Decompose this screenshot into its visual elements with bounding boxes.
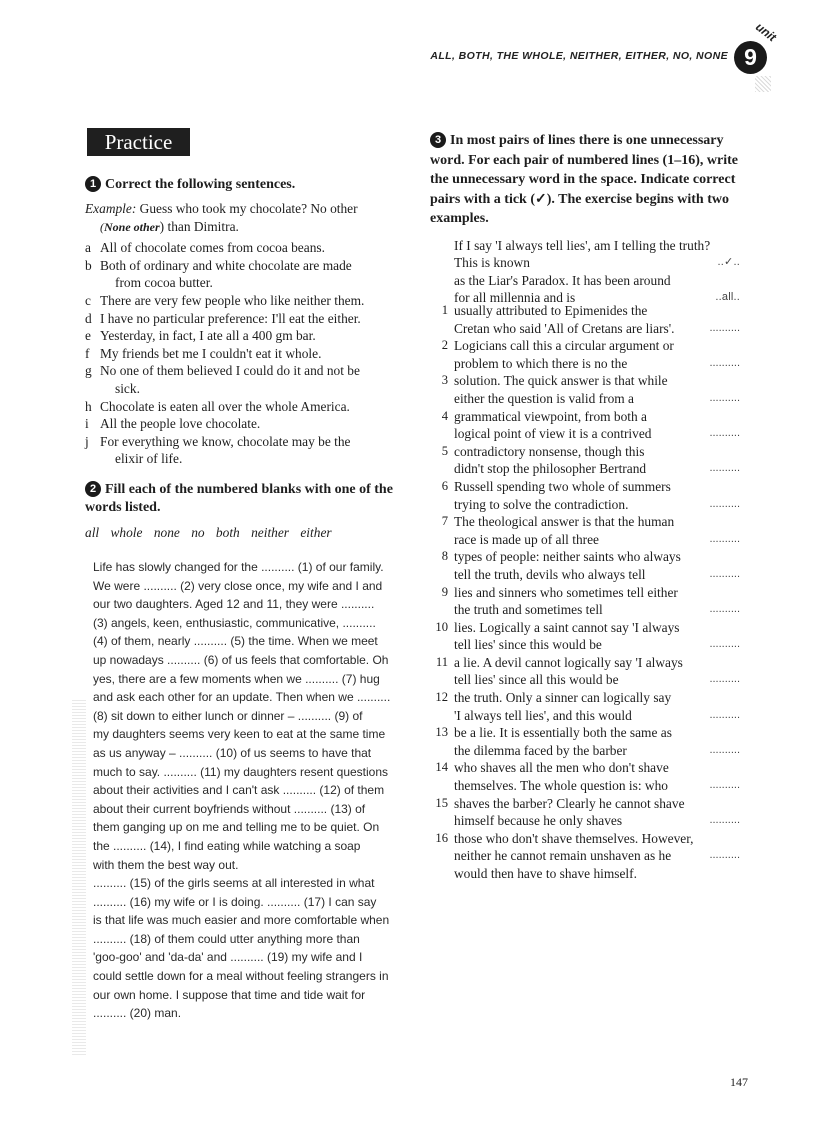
line-pair-text: either the question is valid from a .......... <box>454 390 740 406</box>
passage-line: 'goo-goo' and 'da-da' and .......... (19) my wife and I <box>93 950 363 965</box>
passage-line: yes, there are a few moments when we .......... (7) hug <box>93 671 380 686</box>
line-pair <box>430 443 750 478</box>
line-pair-text: shaves the barber? Clearly he cannot shave <box>454 795 685 811</box>
passage-line: Life has slowly changed for the .......... (1) of our family. <box>93 560 384 574</box>
sentence-text: sick. <box>115 380 140 396</box>
line-pair-number: 8 <box>441 549 448 564</box>
unit-label: unit <box>753 19 779 45</box>
sentence-item <box>85 327 395 345</box>
sentence-letter: a <box>85 240 91 256</box>
line-pair <box>430 513 750 548</box>
line-pair-number: 4 <box>441 408 448 423</box>
line-pair-text: logical point of view it is a contrived .......... <box>454 426 740 442</box>
line-pair <box>430 724 750 759</box>
line-pair-text: didn't stop the philosopher Bertrand .......... <box>454 461 740 477</box>
line-pair-text: solution. The quick answer is that while <box>454 373 668 389</box>
line-pair <box>430 689 750 724</box>
line-pair <box>430 584 750 619</box>
passage-line: my daughters seems very keen to eat at the same time <box>93 727 386 742</box>
sentence-item <box>85 292 395 310</box>
sentence-text: Yesterday, in fact, I ate all a 400 gm bar. <box>100 328 316 344</box>
passage-line: up nowadays .......... (6) of us feels that comfortable. Oh <box>93 652 389 667</box>
line-pair-number: 6 <box>441 478 448 493</box>
passage-line: about their activities and I can't ask .......... (12) of them <box>93 783 385 798</box>
example-line-text: If I say 'I always tell lies', am I telling the truth? <box>454 237 711 253</box>
exercise-1 <box>85 176 395 542</box>
line-pair <box>430 619 750 654</box>
sentence-item <box>85 239 395 257</box>
example-line-text: for all millennia and is <box>454 290 576 306</box>
line-pair <box>430 830 750 883</box>
line-pair-text: the truth. Only a sinner can logically say <box>454 690 672 706</box>
page-number: 147 <box>730 1075 748 1089</box>
line-pair-text: race is made up of all three .......... <box>454 531 740 547</box>
passage-line: We were .......... (2) very close once, my wife and I and <box>93 578 383 593</box>
sentence-letter: b <box>85 257 92 273</box>
sentence-letter: d <box>85 310 92 326</box>
passage-line: .......... (16) my wife or I is doing. .......... (17) I can say <box>93 894 377 909</box>
passage-line: much to say. .......... (11) my daughters resent questions <box>93 764 389 779</box>
sentence-item <box>85 257 395 292</box>
sentence-item <box>85 433 395 468</box>
line-pair-number: 14 <box>435 760 448 775</box>
answer-blank[interactable]: .......... <box>709 814 740 827</box>
answer-blank[interactable]: .......... <box>709 497 740 510</box>
answer-blank[interactable]: .......... <box>709 462 740 475</box>
sentence-item <box>85 398 395 416</box>
line-pair <box>430 372 750 407</box>
answer-blank[interactable]: .......... <box>709 391 740 404</box>
line-pair-text: themselves. The whole question is: who .......... <box>454 778 740 794</box>
sentence-letter: h <box>85 398 92 414</box>
passage-line: is that life was much easier and more comfortable when <box>93 913 390 928</box>
example-line <box>454 237 750 254</box>
answer-blank[interactable]: .......... <box>709 673 740 686</box>
line-pair-text: tell lies' since all this would be .......... <box>454 672 740 688</box>
line-pair <box>430 302 750 337</box>
answer-blank[interactable]: .......... <box>709 603 740 616</box>
line-pair-text: types of people: neither saints who always <box>454 549 681 565</box>
passage-line: .......... (18) of them could utter anything more than <box>93 931 360 946</box>
exercise-3 <box>430 131 750 307</box>
sentence-letter: f <box>85 345 90 361</box>
exercise-1-example: Example: Guess who took my chocolate? No other (None other) than Dimitra. <box>85 201 358 234</box>
scan-margin-noise <box>72 700 86 1055</box>
sentence-text: I have no particular preference: I'll eat the either. <box>100 310 361 326</box>
sentence-letter: j <box>85 433 89 449</box>
passage-line: with them the best way out. <box>93 857 239 872</box>
answer-blank[interactable]: .......... <box>709 779 740 792</box>
line-pair-text: 'I always tell lies', and this would .......... <box>454 707 740 723</box>
answer-blank[interactable]: .......... <box>709 849 740 862</box>
line-pair-number: 13 <box>435 725 448 740</box>
sentence-letter: c <box>85 292 91 308</box>
practice-heading: Practice <box>87 128 190 156</box>
line-pair-text: would then have to shave himself. <box>454 866 637 881</box>
numbered-line-pairs <box>430 302 750 883</box>
exercise-1-instruction: 1 Correct the following sentences. <box>85 176 395 194</box>
line-pair-text: tell the truth, devils who always tell .......... <box>454 566 740 582</box>
line-pair-number: 1 <box>441 303 448 317</box>
passage-line: (4) of them, nearly .......... (5) the time. When we meet <box>93 634 378 649</box>
line-pair-number: 2 <box>441 338 448 353</box>
exercise-number-badge: 3 <box>430 132 446 148</box>
unit-number-badge: 9 <box>734 41 767 74</box>
exercise-number-badge: 1 <box>85 176 101 192</box>
line-pair-text: problem to which there is no the .......... <box>454 355 740 371</box>
line-pair <box>430 795 750 830</box>
sentence-item <box>85 362 395 397</box>
line-pair-number: 7 <box>441 514 448 529</box>
line-pair-number: 15 <box>435 795 448 810</box>
line-pair-number: 5 <box>441 443 448 458</box>
sentence-text: There are very few people who like neither them. <box>100 292 365 308</box>
line-pair <box>430 337 750 372</box>
example-answer: ..all.. <box>715 291 740 304</box>
line-pair-text: who shaves all the men who don't shave <box>454 760 669 776</box>
passage-line: .......... (15) of the girls seems at all interested in what <box>93 876 375 891</box>
answer-blank[interactable]: .......... <box>709 743 740 756</box>
line-pair-text: Cretan who said 'All of Cretans are liars'. .......... <box>454 320 740 336</box>
scan-speckle <box>755 76 771 92</box>
passage-line: .......... (20) man. <box>93 1006 182 1021</box>
line-pair-number: 3 <box>441 373 448 388</box>
line-pair-text: Logicians call this a circular argument or <box>454 338 674 354</box>
answer-blank[interactable]: .......... <box>709 356 740 369</box>
sentence-letter: i <box>85 416 89 432</box>
example-line-text: as the Liar's Paradox. It has been around <box>454 272 671 288</box>
answer-blank[interactable]: .......... <box>709 708 740 721</box>
passage-line: the .......... (14), I find eating while watching a soap <box>93 838 361 853</box>
passage-line: and ask each other for an update. Then when we .......... <box>93 690 391 705</box>
example-line-text: This is known <box>454 255 530 271</box>
line-pair-text: tell lies' since this would be .......... <box>454 637 740 653</box>
passage-line: could settle down for a meal without feeling strangers in <box>93 969 389 984</box>
exercise-number-badge: 2 <box>85 481 101 497</box>
sentence-item <box>85 345 395 363</box>
answer-blank[interactable]: .......... <box>709 427 740 440</box>
sentence-text: No one of them believed I could do it and not be <box>100 363 360 379</box>
sentence-text: from cocoa butter. <box>115 275 213 291</box>
sentence-list <box>85 239 395 468</box>
line-pair-number: 11 <box>435 654 448 669</box>
line-pair-text: the truth and sometimes tell .......... <box>454 602 740 618</box>
line-pair-text: himself because he only shaves .......... <box>454 813 740 829</box>
sentence-text: All of chocolate comes from cocoa beans. <box>100 240 325 256</box>
passage-line: them ganging up on me and telling me to be quiet. On <box>93 820 380 835</box>
sentence-text: elixir of life. <box>115 451 183 467</box>
line-pair-text: lies and sinners who sometimes tell either <box>454 584 678 600</box>
line-pair-text: a lie. A devil cannot logically say 'I always <box>454 654 683 670</box>
line-pair-text: lies. Logically a saint cannot say 'I always <box>454 619 680 635</box>
answer-blank[interactable]: .......... <box>709 532 740 545</box>
sentence-text: Chocolate is eaten all over the whole America. <box>100 398 350 414</box>
passage-line: our two daughters. Aged 12 and 11, they were .......... <box>93 597 375 612</box>
gap-fill-passage <box>93 558 398 1023</box>
exercise-2-instruction: 2 Fill each of the numbered blanks with one of the words listed. <box>85 481 393 515</box>
running-header: ALL, BOTH, THE WHOLE, NEITHER, EITHER, NO, NONE <box>430 50 728 62</box>
line-pair <box>430 654 750 689</box>
passage-line: about their current boyfriends without .......... (13) of <box>93 801 366 816</box>
sentence-text: All the people love chocolate. <box>100 416 261 432</box>
exercise-3-instruction: 3 In most pairs of lines there is one unnecessary word. For each pair of numbered lines (1–16), write the unnecessary word in the space. Indicate correct pairs with a tick (✓). The exercise begins with two examples. <box>430 133 738 227</box>
sentence-letter: g <box>85 363 92 379</box>
line-pair-text: The theological answer is that the human <box>454 514 675 530</box>
line-pair <box>430 408 750 443</box>
example-answer: ..✓.. <box>717 256 740 269</box>
example-line <box>454 272 750 289</box>
sentence-text: My friends bet me I couldn't eat it whole. <box>100 345 322 361</box>
sentence-letter: e <box>85 328 91 344</box>
line-pair-text: Russell spending two whole of summers <box>454 478 671 494</box>
answer-blank[interactable]: .......... <box>709 567 740 580</box>
line-pair-number: 9 <box>441 584 448 599</box>
passage-line: (8) sit down to either lunch or dinner – .......... (9) of <box>93 708 363 723</box>
sentence-text: For everything we know, chocolate may be the <box>100 433 351 449</box>
line-pair <box>430 548 750 583</box>
exercise-3-examples <box>430 237 750 307</box>
line-pair-text: neither he cannot remain unshaven as he .......... <box>454 848 740 864</box>
line-pair <box>430 759 750 794</box>
passage-line: as us anyway – .......... (10) of us seems to have that <box>93 745 372 760</box>
sentence-item <box>85 310 395 328</box>
line-pair-number: 16 <box>435 830 448 845</box>
passage-line: (3) angels, keen, enthusiastic, communicative, .......... <box>93 615 376 630</box>
line-pair-text: be a lie. It is essentially both the same as <box>454 725 672 741</box>
line-pair-number: 10 <box>435 619 448 634</box>
line-pair-text: contradictory nonsense, though this <box>454 443 645 459</box>
answer-blank[interactable]: .......... <box>709 321 740 334</box>
line-pair <box>430 478 750 513</box>
line-pair-number: 12 <box>435 690 448 705</box>
word-list: all whole none no both neither either <box>85 524 332 540</box>
sentence-item <box>85 415 395 433</box>
line-pair-text: the dilemma faced by the barber .......... <box>454 742 740 758</box>
sentence-text: Both of ordinary and white chocolate are made <box>100 257 352 273</box>
line-pair-text: grammatical viewpoint, from both a <box>454 408 647 424</box>
line-pair-text: trying to solve the contradiction. .......... <box>454 496 740 512</box>
line-pair-text: usually attributed to Epimenides the <box>454 303 648 318</box>
line-pair-text: those who don't shave themselves. However, <box>454 830 694 846</box>
example-line <box>454 254 750 271</box>
answer-blank[interactable]: .......... <box>709 638 740 651</box>
passage-line: our own home. I suppose that time and tide wait for <box>93 987 366 1002</box>
